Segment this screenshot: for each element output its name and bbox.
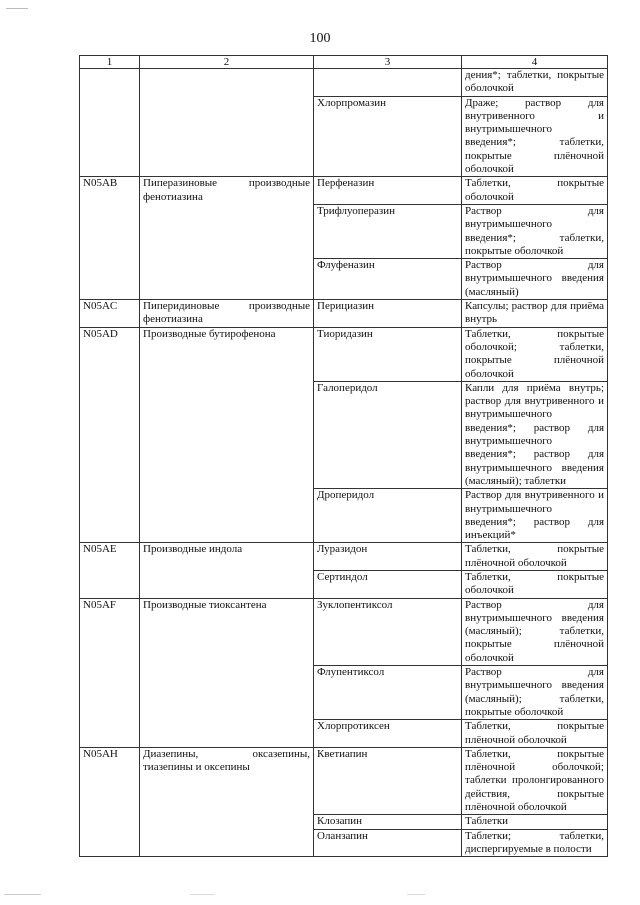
drug-name-cell: Хлорпротиксен <box>314 720 462 748</box>
drug-name-cell: Перфеназин <box>314 177 462 205</box>
drug-name-cell: Хлорпромазин <box>314 96 462 177</box>
column-header: 4 <box>462 56 608 69</box>
dosage-form-cell: Таблетки <box>462 815 608 829</box>
drug-name-cell: Трифлуоперазин <box>314 204 462 258</box>
dosage-form-cell: Раствор для внутривенного и внутримышечного введения*; раствор для инъекций* <box>462 489 608 543</box>
drug-name-cell: Оланзапин <box>314 829 462 857</box>
dosage-form-cell: Раствор для внутримышечного введения (масляный); таблетки, покрытые плёночной оболочкой <box>462 598 608 665</box>
drug-name-cell: Клозапин <box>314 815 462 829</box>
dosage-form-cell: Таблетки, покрытые оболочкой <box>462 570 608 598</box>
dosage-form-cell: Капсулы; раствор для приёма внутрь <box>462 300 608 328</box>
drug-name-cell <box>314 69 462 97</box>
dosage-form-cell: Таблетки, покрытые плёночной оболочкой <box>462 543 608 571</box>
drug-table <box>79 55 608 857</box>
column-header: 1 <box>80 56 140 69</box>
table-header-row <box>80 56 608 69</box>
atc-code-cell: N05AD <box>80 327 140 543</box>
dosage-form-cell: Драже; раствор для внутривенного и внутримышечного введения*; таблетки, покрытые плёночной оболочкой <box>462 96 608 177</box>
drug-name-cell: Дроперидол <box>314 489 462 543</box>
drug-name-cell: Перициазин <box>314 300 462 328</box>
dosage-form-cell: Таблетки, покрытые оболочкой; таблетки, покрытые плёночной оболочкой <box>462 327 608 381</box>
column-header: 2 <box>140 56 314 69</box>
table-row <box>80 69 608 97</box>
drug-name-cell: Флупентиксол <box>314 666 462 720</box>
atc-code-cell: N05AB <box>80 177 140 300</box>
table-row <box>80 327 608 381</box>
atc-code-cell: N05AC <box>80 300 140 328</box>
dosage-form-cell: Раствор для внутримышечного введения*; таблетки, покрытые оболочкой <box>462 204 608 258</box>
drug-name-cell: Флуфеназин <box>314 259 462 300</box>
dosage-form-cell: Таблетки; таблетки, диспергируемые в полости <box>462 829 608 857</box>
column-header: 3 <box>314 56 462 69</box>
table-row <box>80 747 608 814</box>
atc-code-cell <box>80 69 140 177</box>
drug-group-cell: Пиперидиновые производные фенотиазина <box>140 300 314 328</box>
drug-name-cell: Кветиапин <box>314 747 462 814</box>
drug-name-cell: Тиоридазин <box>314 327 462 381</box>
atc-code-cell: N05AE <box>80 543 140 598</box>
drug-group-cell: Производные индола <box>140 543 314 598</box>
dosage-form-cell: Капли для приёма внутрь; раствор для внутривенного и внутримышечного введения*; раствор для внутримышечного введения*; раствор для внутримышечного введения (масляный); таблетки <box>462 381 608 488</box>
drug-name-cell: Сертиндол <box>314 570 462 598</box>
page-number: 100 <box>309 31 331 46</box>
dosage-form-cell: Таблетки, покрытые оболочкой <box>462 177 608 205</box>
table-row <box>80 300 608 328</box>
table-body <box>80 69 608 857</box>
scan-artifact <box>4 894 624 895</box>
drug-name-cell: Галоперидол <box>314 381 462 488</box>
drug-group-cell: Производные тиоксантена <box>140 598 314 747</box>
drug-group-cell <box>140 69 314 177</box>
dosage-form-cell: Раствор для внутримышечного введения (масляный) <box>462 259 608 300</box>
drug-name-cell: Луразидон <box>314 543 462 571</box>
atc-code-cell: N05AF <box>80 598 140 747</box>
dosage-form-cell: Раствор для внутримышечного введения (масляный); таблетки, покрытые оболочкой <box>462 666 608 720</box>
scan-mark <box>6 8 28 9</box>
dosage-form-cell: Таблетки, покрытые плёночной оболочкой <box>462 720 608 748</box>
table-row <box>80 543 608 571</box>
drug-group-cell: Пиперазиновые производные фенотиазина <box>140 177 314 300</box>
atc-code-cell: N05AH <box>80 747 140 856</box>
dosage-form-cell: Таблетки, покрытые плёночной оболочкой; таблетки пролонгированного действия, покрытые плёночной оболочкой <box>462 747 608 814</box>
table-row <box>80 598 608 665</box>
table-row <box>80 177 608 205</box>
dosage-form-cell: дения*; таблетки, покрытые оболочкой <box>462 69 608 97</box>
drug-group-cell: Диазепины, оксазепины, тиазепины и оксепины <box>140 747 314 856</box>
drug-group-cell: Производные бутирофенона <box>140 327 314 543</box>
drug-name-cell: Зуклопентиксол <box>314 598 462 665</box>
